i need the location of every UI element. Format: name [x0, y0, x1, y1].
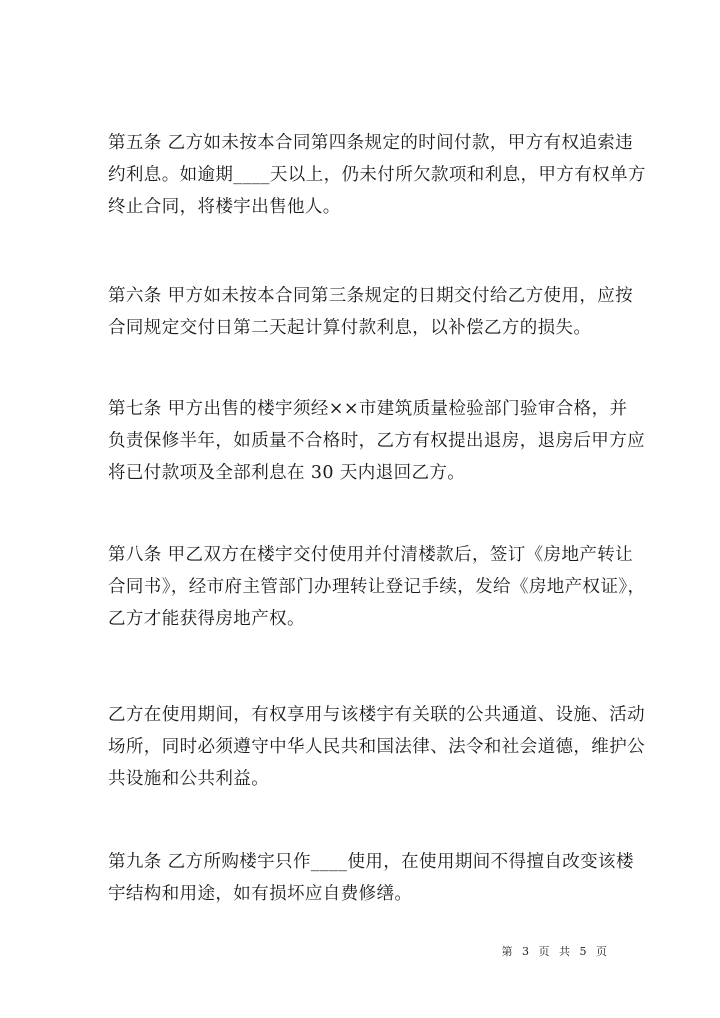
text-line: 合同书》，经市府主管部门办理转让登记手续，发给《房地产权证》， — [108, 577, 646, 597]
text-line: 第五条 乙方如未按本合同第四条规定的时间付款，甲方有权追索违 — [108, 133, 634, 153]
text-line: 终止合同，将楼宇出售他人。 — [108, 197, 341, 217]
text-line: 约利息。如逾期____天以上，仍未付所欠款项和利息，甲方有权单方 — [108, 165, 646, 185]
text-line: 宇结构和用途，如有损坏应自费修缮。 — [108, 884, 413, 904]
article-5 — [108, 127, 646, 223]
text-line: 第六条 甲方如未按本合同第三条规定的日期交付给乙方使用，应按 — [108, 286, 634, 306]
text-line: 共设施和公共利益。 — [108, 769, 270, 789]
text-line: 负责保修半年，如质量不合格时，乙方有权提出退房，退房后甲方应 — [108, 431, 645, 451]
text-line: 乙方才能获得房地产权。 — [108, 609, 305, 629]
text-line: 第八条 甲乙双方在楼宇交付使用并付清楼款后，签订《房地产转让 — [108, 545, 634, 565]
page-number-footer: 第 3 页 共 5 页 — [501, 945, 610, 958]
article-7 — [108, 393, 645, 489]
article-9 — [108, 846, 634, 910]
article-6 — [108, 280, 634, 344]
text-line: 乙方在使用期间，有权享用与该楼宇有关联的公共通道、设施、活动 — [108, 705, 645, 725]
article-8 — [108, 539, 646, 635]
text-line: 第七条 甲方出售的楼宇须经××市建筑质量检验部门验审合格，并 — [108, 399, 628, 419]
text-line: 第九条 乙方所购楼宇只作____使用，在使用期间不得擅自改变该楼 — [108, 852, 634, 872]
text-line: 场所，同时必须遵守中华人民共和国法律、法令和社会道德，维护公 — [108, 737, 645, 757]
usage-paragraph — [108, 699, 645, 795]
text-line: 合同规定交付日第二天起计算付款利息，以补偿乙方的损失。 — [108, 318, 592, 338]
text-line: 将已付款项及全部利息在 30 天内退回乙方。 — [108, 463, 466, 483]
